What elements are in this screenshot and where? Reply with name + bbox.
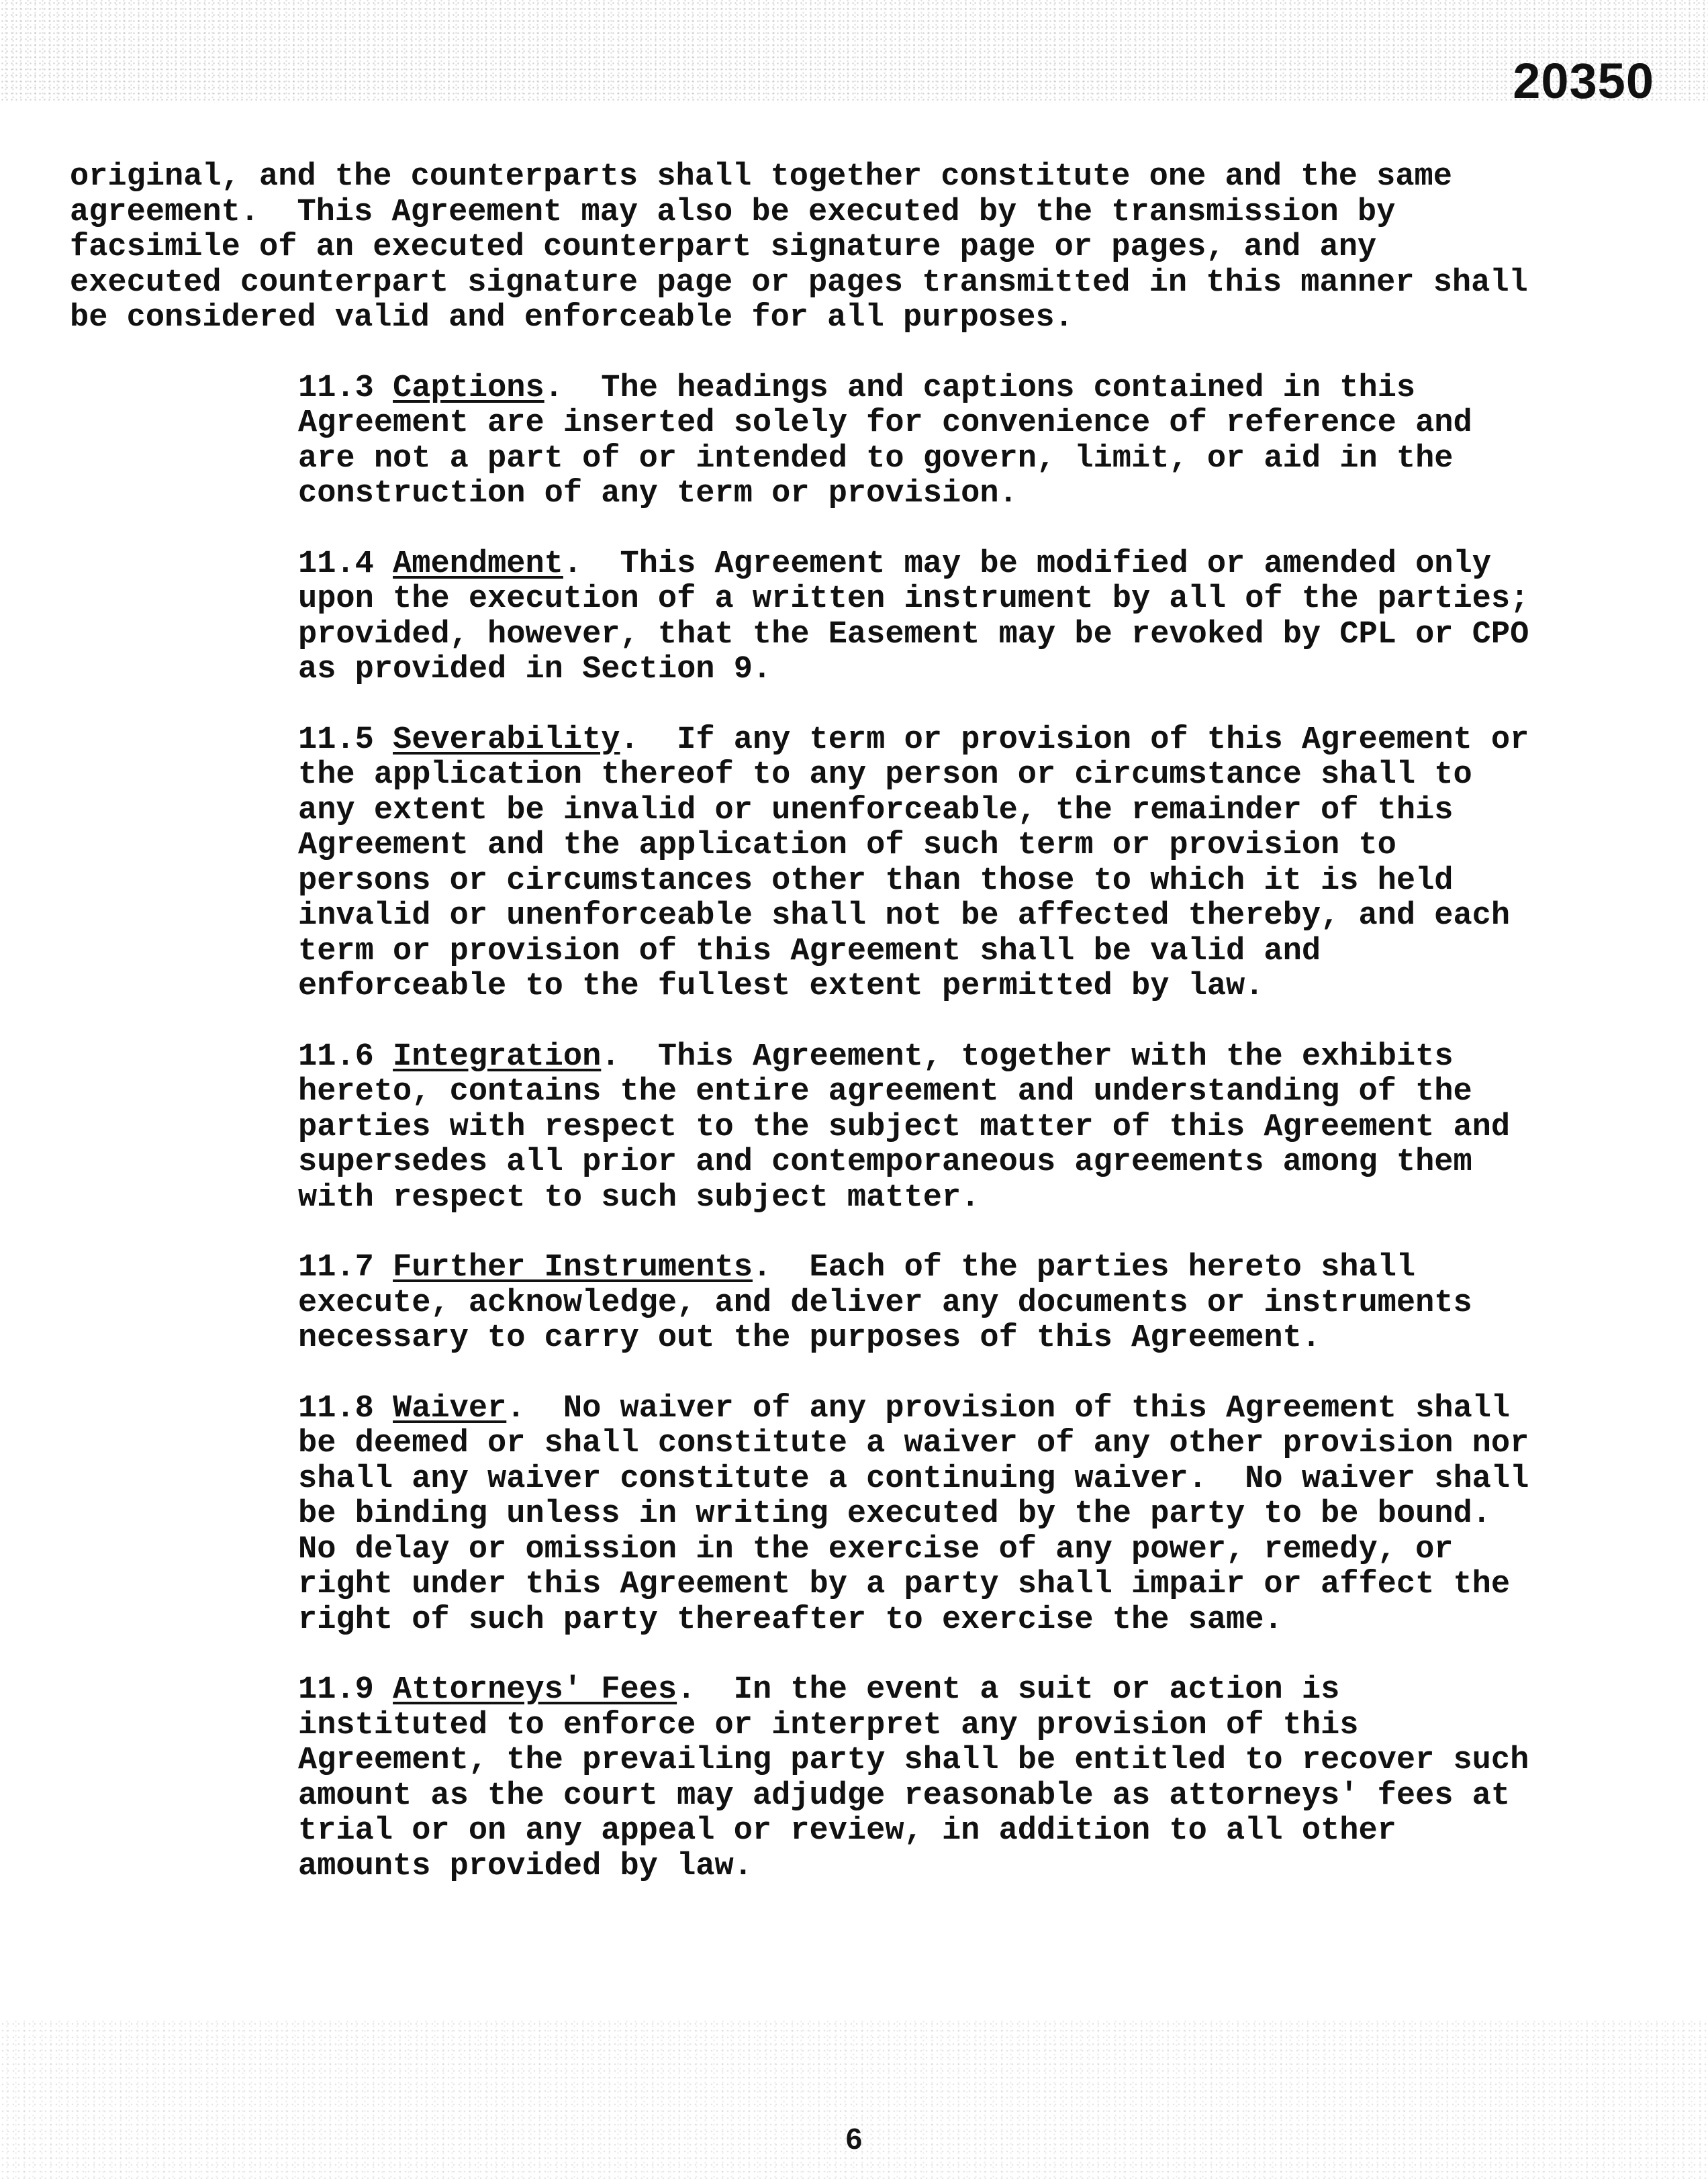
section-text: . The headings and captions contained in this Agreement are inserted solely for convenience of reference and are not a part of or intended to govern, limit, or aid in the construction of any term or provision. [298,370,1491,512]
section-heading: Further Instruments [393,1250,753,1286]
section-text: . No waiver of any provision of this Agreement shall be deemed or shall constitute a waiver of any other provision nor shall any waiver constitute a continuing waiver. No waiver shall be binding unless in writing executed by the party to be bound. No delay or omission in the exercise of any power, remedy, or right under this Agreement by a party shall impair or affect the right of such party thereafter to exercise the same. [298,1390,1548,1638]
section-number: 11.3 [298,370,374,406]
page-number: 6 [845,2123,863,2156]
section-11-9 [70,1672,1548,1884]
section-heading: Attorneys' Fees [393,1672,677,1708]
section-11-7 [70,1251,1533,1357]
section-text: . This Agreement may be modified or amended only upon the execution of a written instrument by all of the parties; provided, however, that the Easement may be revoked by CPL or CPO as provided in Section 9. [298,546,1548,687]
section-11-8 [70,1390,1548,1639]
section-heading: Severability [393,722,620,758]
section-text: . This Agreement, together with the exhibits hereto, contains the entire agreement and understanding of the parties with respect to the subject matter of this Agreement and supersedes all prior and contemporaneous agreements among them with respect to such subject matter. [298,1038,1529,1216]
document-body [70,159,1548,1919]
section-11-4 [70,546,1548,688]
section-11-5 [70,722,1548,1005]
section-heading: Integration [393,1038,602,1075]
section-number: 11.5 [298,722,374,758]
section-heading: Amendment [393,546,563,582]
scan-noise-top [0,0,1708,101]
section-text: . If any term or provision of this Agreement or the application thereof to any person or circumstance shall to any extent be invalid or unenforceable, the remainder of this Agreement and the application of such term or provision to persons or circumstances other than those to which it is held invalid or unenforceable shall not be affected thereby, and each term or provision of this Agreement shall be valid and enforceable to the fullest extent permitted by law. [298,722,1548,1004]
section-text: . In the event a suit or action is instituted to enforce or interpret any provision of this Agreement, the prevailing party shall be entitled to recover such amount as the court may adjudge reasonable as attorneys' fees at trial or on any appeal or review, in addition to all other amounts provided by law. [298,1672,1548,1884]
section-heading: Waiver [393,1390,507,1426]
section-11-6 [70,1040,1533,1216]
section-heading: Captions [393,370,544,406]
section-text: . Each of the parties hereto shall execute, acknowledge, and deliver any documents or instruments necessary to carry out the purposes of this Agreement. [298,1250,1491,1356]
section-11-3 [70,371,1533,512]
section-number: 11.8 [298,1390,374,1426]
paragraph-continuation: original, and the counterparts shall together constitute one and the same agreement. This Agreement may also be executed by the transmission by facsimile of an executed counterpart signature page or pages, and any executed counterpart signature page or pages transmitted in this manner shall be considered valid and enforceable for all purposes. [70,159,1547,336]
document-number: 20350 [1513,53,1654,109]
section-number: 11.6 [298,1038,374,1075]
section-number: 11.9 [298,1672,374,1708]
section-number: 11.4 [298,546,374,582]
section-number: 11.7 [298,1250,374,1286]
